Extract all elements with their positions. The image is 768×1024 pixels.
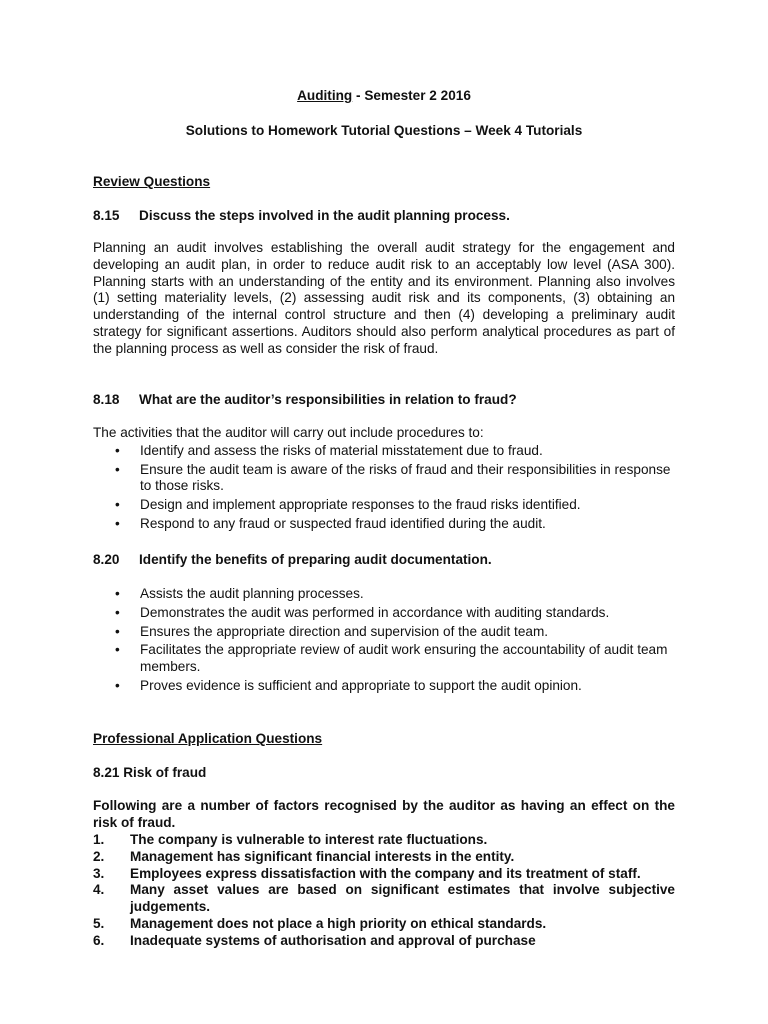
question-number: 8.18 (93, 392, 120, 407)
factor-text: Inadequate systems of authorisation and approval of purchase (130, 932, 536, 948)
list-item (93, 882, 675, 916)
documentation-benefits-list (93, 586, 675, 697)
answer-8-18 (93, 425, 675, 535)
factor-text: Employees express dissatisfaction with the company and its treatment of staff. (130, 865, 641, 881)
document-subtitle: Solutions to Homework Tutorial Questions – Week 4 Tutorials (185, 123, 583, 138)
title-semester: - Semester 2 2016 (352, 88, 471, 103)
list-item: • Proves evidence is sufficient and appropriate to support the audit opinion. (93, 678, 675, 695)
professional-questions-heading: Professional Application Questions (93, 731, 323, 746)
factor-number: 6. (93, 932, 105, 948)
list-item (93, 832, 675, 849)
factor-number: 5. (93, 915, 105, 931)
question-8-21-title: 8.21 Risk of fraud (93, 765, 207, 780)
question-8-15 (93, 208, 675, 225)
list-item: • Ensure the audit team is aware of the risks of fraud and their responsibilities in response to those risks. (93, 462, 675, 496)
question-8-20 (93, 552, 675, 569)
list-item (93, 866, 675, 883)
document-title (0, 88, 768, 105)
list-item: • Respond to any fraud or suspected fraud identified during the audit. (93, 516, 675, 533)
list-item (93, 849, 675, 866)
list-item (93, 916, 675, 933)
answer-8-15: Planning an audit involves establishing the overall audit strategy for the engagement and developing an audit plan, in order to reduce audit risk to an acceptably low level (ASA 300). Planning starts with an understanding of the entity and its environment. Planning also involves (1) setting materiality levels, (2) assessing audit risk and its components, (3) obtaining an understanding of the internal control structure and then (4) developing a preliminary audit strategy for significant assertions. Auditors should also perform analytical procedures as part of the planning process as well as consider the risk of fraud. (93, 240, 675, 356)
factor-number: 2. (93, 848, 105, 864)
factor-text: The company is vulnerable to interest rate fluctuations. (130, 832, 488, 847)
question-text: What are the auditor’s responsibilities in relation to fraud? (139, 392, 517, 407)
factor-text: Many asset values are based on significant estimates that involve subjective judgements. (130, 882, 675, 915)
factor-number: 4. (93, 882, 105, 898)
question-8-21-intro: Following are a number of factors recognised by the auditor as having an effect on the risk of fraud. (93, 798, 675, 830)
list-item: • Assists the audit planning processes. (93, 586, 675, 603)
fraud-responsibilities-list (93, 443, 675, 533)
fraud-factors-list (93, 832, 675, 950)
factor-text: Management has significant financial interests in the entity. (130, 848, 515, 864)
list-item: • Ensures the appropriate direction and supervision of the audit team. (93, 624, 675, 641)
question-number: 8.15 (93, 208, 120, 223)
title-course: Auditing (297, 88, 353, 103)
list-item: • Design and implement appropriate responses to the fraud risks identified. (93, 497, 675, 514)
factor-number: 1. (93, 832, 105, 847)
review-questions-heading: Review Questions (93, 174, 211, 189)
answer-intro: The activities that the auditor will carry out include procedures to: (93, 425, 484, 440)
factor-text: Management does not place a high priority on ethical standards. (130, 915, 547, 931)
question-text: Discuss the steps involved in the audit planning process. (139, 208, 510, 223)
question-8-18 (93, 392, 675, 409)
question-number: 8.20 (93, 552, 120, 567)
question-text: Identify the benefits of preparing audit documentation. (139, 552, 492, 567)
factor-number: 3. (93, 865, 105, 881)
list-item (93, 933, 675, 950)
list-item: • Facilitates the appropriate review of audit work ensuring the accountability of audit team members. (93, 642, 675, 676)
list-item: • Demonstrates the audit was performed in accordance with auditing standards. (93, 605, 675, 622)
list-item: • Identify and assess the risks of material misstatement due to fraud. (93, 443, 675, 460)
